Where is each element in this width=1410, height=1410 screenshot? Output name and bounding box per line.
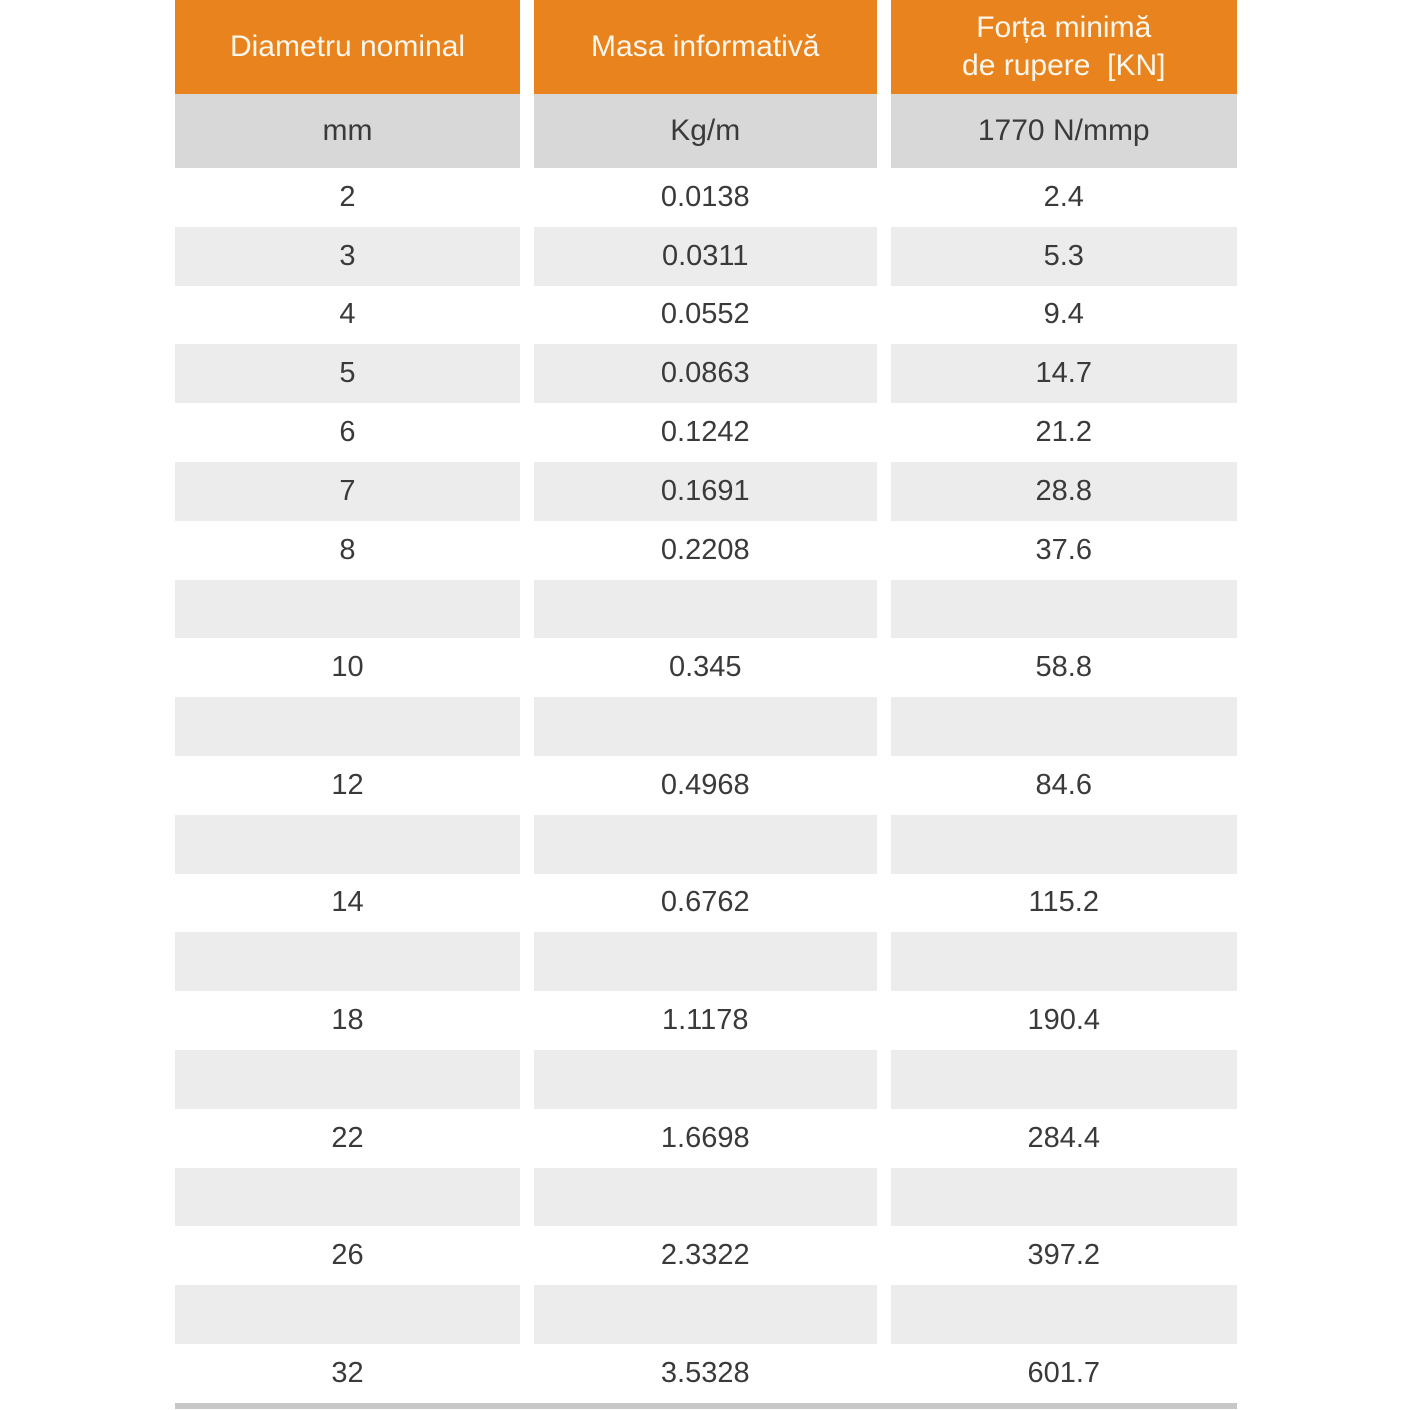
- cell-masa: [534, 580, 878, 639]
- cell-diametru: 5: [175, 344, 520, 403]
- cell-diametru: 8: [339, 533, 356, 566]
- cell-forta: 2.4: [1043, 180, 1084, 213]
- table-row: [175, 227, 1237, 286]
- table-row: [175, 403, 1237, 462]
- cell-diametru: 22: [331, 1121, 364, 1154]
- cell-diametru: 32: [331, 1356, 364, 1389]
- cell-forta: 37.6: [1035, 533, 1092, 566]
- cell-forta: 14.7: [891, 344, 1238, 403]
- cell-forta: [891, 815, 1238, 874]
- cell-masa: 1.1178: [661, 1004, 749, 1037]
- cell-diametru: [175, 1285, 520, 1344]
- header-label-masa-informativa: Masa informativă: [591, 30, 820, 63]
- cell-masa: 0.1691: [534, 462, 878, 521]
- units-label-kg-m: Kg/m: [670, 114, 741, 147]
- cell-masa: 0.1242: [660, 416, 750, 449]
- table-row: [175, 462, 1237, 521]
- cell-forta: 21.2: [1035, 416, 1092, 449]
- cell-diametru: 14: [331, 886, 364, 919]
- table-spacer-row: [175, 932, 1237, 991]
- units-cell-n-mmp: [891, 94, 1238, 168]
- cell-forta: 284.4: [1027, 1121, 1101, 1154]
- cell-forta: 28.8: [891, 462, 1238, 521]
- table-row: [175, 521, 1237, 580]
- cell-diametru: 26: [331, 1239, 364, 1272]
- cell-masa: [534, 1050, 878, 1109]
- cell-masa: 0.0138: [660, 180, 750, 213]
- cell-masa: 0.345: [668, 651, 742, 684]
- table-row: [175, 756, 1237, 815]
- table-row: [175, 286, 1237, 345]
- cell-forta: [891, 1285, 1238, 1344]
- table-row: [175, 638, 1237, 697]
- header-label-diametru-nominal: Diametru nominal: [229, 30, 466, 63]
- cell-diametru: [175, 697, 520, 756]
- cell-diametru: 6: [339, 416, 356, 449]
- header-cell-masa-informativa: [534, 0, 878, 94]
- table-units-row: [175, 94, 1237, 168]
- cell-forta: 58.8: [1035, 651, 1092, 684]
- cell-forta: 5.3: [891, 227, 1238, 286]
- cell-masa: [534, 932, 878, 991]
- cell-masa: 0.4968: [660, 768, 750, 801]
- cell-masa: 3.5328: [660, 1356, 750, 1389]
- table-row: [175, 874, 1237, 933]
- table-spacer-row: [175, 1050, 1237, 1109]
- header-label-forta-minima-line2: de rupere [KN]: [962, 49, 1166, 82]
- cell-diametru: 18: [331, 1004, 364, 1037]
- table-row: [175, 344, 1237, 403]
- cell-forta: [891, 1168, 1238, 1227]
- cell-forta: [891, 697, 1238, 756]
- header-label-forta-minima-line1: Forța minimă: [976, 11, 1152, 44]
- cell-diametru: [175, 580, 520, 639]
- table-row: [175, 1226, 1237, 1285]
- cell-masa: [534, 697, 878, 756]
- table-spacer-row: [175, 1168, 1237, 1227]
- cell-diametru: 12: [331, 768, 364, 801]
- table-header-row: [175, 0, 1237, 94]
- units-label-n-mmp: 1770 N/mmp: [977, 114, 1150, 147]
- cell-diametru: 10: [331, 651, 364, 684]
- cell-forta: [891, 1050, 1238, 1109]
- header-cell-forta-minima: [891, 0, 1238, 94]
- cell-diametru: 2: [339, 180, 356, 213]
- cell-masa: [534, 1285, 878, 1344]
- table-row: [175, 1344, 1237, 1403]
- cell-diametru: 4: [339, 298, 356, 331]
- cell-masa: 0.2208: [660, 533, 750, 566]
- header-cell-diametru-nominal: [175, 0, 520, 94]
- cell-diametru: [175, 815, 520, 874]
- units-cell-kg-m: [534, 94, 878, 168]
- cell-diametru: 3: [175, 227, 520, 286]
- cell-forta: 190.4: [1027, 1004, 1101, 1037]
- cell-forta: [891, 580, 1238, 639]
- table-spacer-row: [175, 1285, 1237, 1344]
- cell-masa: 0.6762: [660, 886, 750, 919]
- cell-masa: 0.0552: [660, 298, 750, 331]
- table-row: [175, 1109, 1237, 1168]
- cell-masa: [534, 1168, 878, 1227]
- cell-masa: 1.6698: [660, 1121, 750, 1154]
- table-body: [175, 168, 1237, 1403]
- cell-diametru: [175, 1050, 520, 1109]
- table-spacer-row: [175, 697, 1237, 756]
- cell-forta: 84.6: [1035, 768, 1092, 801]
- table-bottom-border: [175, 1403, 1237, 1409]
- cell-masa: 0.0311: [534, 227, 878, 286]
- units-label-mm: mm: [322, 114, 373, 147]
- cell-masa: 2.3322: [660, 1239, 750, 1272]
- table-row: [175, 168, 1237, 227]
- cell-forta: [891, 932, 1238, 991]
- table-spacer-row: [175, 815, 1237, 874]
- spec-table: [175, 0, 1237, 1409]
- table-spacer-row: [175, 580, 1237, 639]
- cell-diametru: [175, 932, 520, 991]
- units-cell-mm: [175, 94, 520, 168]
- cell-diametru: [175, 1168, 520, 1227]
- table-row: [175, 991, 1237, 1050]
- cell-forta: 397.2: [1027, 1239, 1101, 1272]
- cell-masa: 0.0863: [534, 344, 878, 403]
- cell-forta: 601.7: [1027, 1356, 1101, 1389]
- cell-forta: 9.4: [1043, 298, 1084, 331]
- cell-diametru: 7: [175, 462, 520, 521]
- cell-masa: [534, 815, 878, 874]
- cell-forta: 115.2: [1028, 886, 1099, 919]
